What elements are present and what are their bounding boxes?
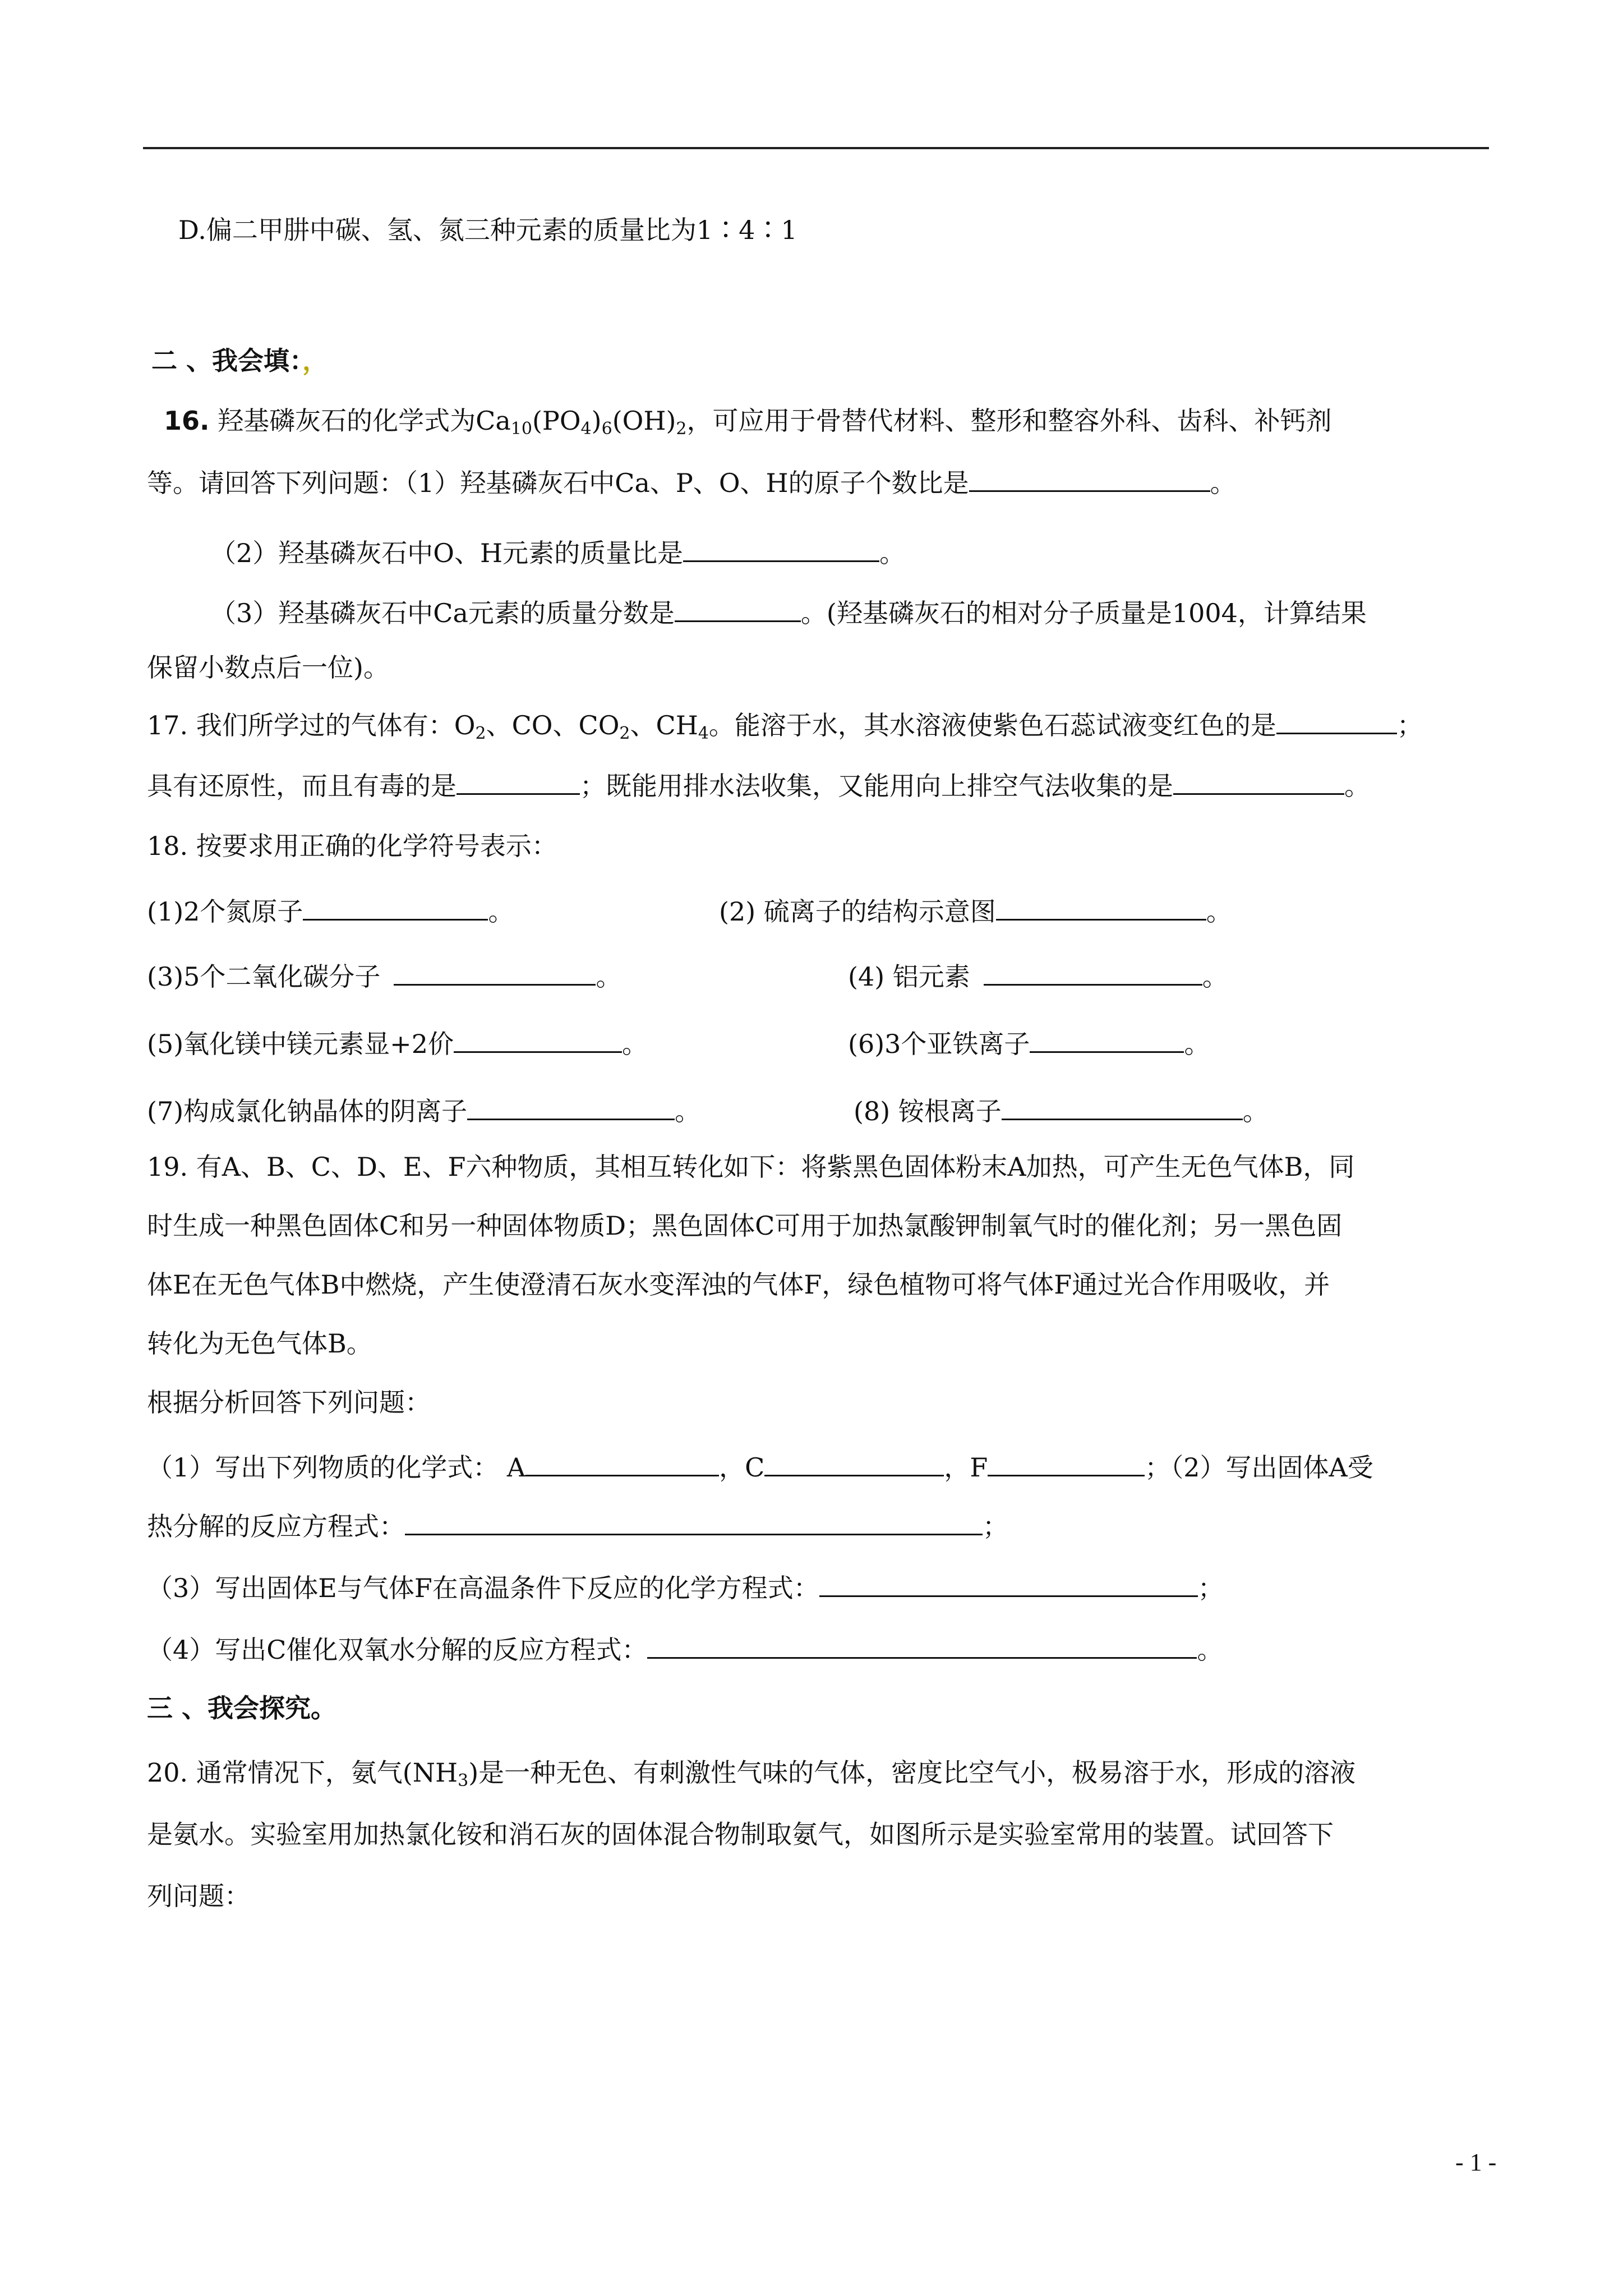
q19-line-4: 转化为无色气体B。 — [147, 1328, 372, 1359]
q20-line-1: 20. 通常情况下，氨气$(NH_3)$是一种无色、有刺激性气味的气体，密度比空气小，极易溶于水，形成的溶液 — [147, 1757, 1356, 1791]
q16-question-1: 等。请回答下列问题：（1）羟基磷灰石中Ca、P、O、H的原子个数比是 — [147, 468, 969, 498]
q16-part-3-cont: 保留小数点后一位)。 — [147, 652, 389, 683]
q19-equation-c-blank[interactable] — [647, 1632, 1197, 1659]
q18-item-2: (2) 硫离子的结构示意图 。 — [719, 894, 1232, 928]
q17-answer-2-blank[interactable] — [457, 769, 580, 795]
q18-item-7: (7)构成氯化钠晶体的阴离子 。 — [147, 1094, 700, 1128]
q20-line-3: 列问题： — [147, 1881, 250, 1911]
section-2-mark: ， — [302, 346, 329, 376]
q16-answer-3-blank[interactable] — [675, 596, 801, 622]
q18-item-1: (1)2个氮原子 。 — [147, 894, 514, 928]
header-rule — [143, 147, 1489, 149]
q18-answer-4-blank[interactable] — [984, 959, 1202, 986]
q20-line-2: 是氨水。实验室用加热氯化铵和消石灰的固体混合物制取氨气，如图所示是实验室常用的装置。试回答下 — [147, 1819, 1334, 1849]
q17-answer-3-blank[interactable] — [1173, 769, 1344, 795]
q18-answer-7-blank[interactable] — [467, 1094, 675, 1120]
q18-item-8: (8) 铵根离子 。 — [854, 1094, 1269, 1128]
q19-part-2: 热分解的反应方程式： ； — [147, 1509, 1008, 1543]
q16-part-2: （2）羟基磷灰石中O、H元素的质量比是 。 — [210, 536, 905, 570]
q19-line-3: 体E在无色气体B中燃烧，产生使澄清石灰水变浑浊的气体F，绿色植物可将气体F通过光合作用吸收，并 — [147, 1269, 1330, 1300]
q18-item-5: (5)氧化镁中镁元素显+2价 。 — [147, 1027, 648, 1061]
q16-intro-rest: ，可应用于骨替代材料、整形和整容外科、齿科、补钙剂 — [686, 406, 1332, 436]
page-number: - 1 - — [1455, 2148, 1497, 2176]
q16-intro: 羟基磷灰石的化学式为 — [218, 406, 476, 436]
q18-answer-6-blank[interactable] — [1030, 1027, 1184, 1053]
section-2-title — [151, 344, 328, 378]
q19-part-3: （3）写出固体E与气体F在高温条件下反应的化学方程式： ； — [147, 1571, 1224, 1605]
q19-part-4: （4）写出C催化双氧水分解的反应方程式： 。 — [147, 1632, 1223, 1667]
q18-answer-8-blank[interactable] — [1002, 1094, 1243, 1120]
q17-answer-1-blank[interactable] — [1276, 708, 1397, 734]
q19-answer-a-blank[interactable] — [525, 1450, 719, 1476]
q18-item-3: (3)5个二氧化碳分子 。 — [147, 959, 621, 993]
q17-line-2: 具有还原性，而且有毒的是 ；既能用排水法收集，又能用向上排空气法收集的是 。 — [147, 769, 1370, 803]
q18-answer-5-blank[interactable] — [454, 1027, 622, 1053]
q19-equation-ef-blank[interactable] — [819, 1571, 1198, 1597]
section-2-title-text: 二 、我会填： — [151, 346, 303, 376]
q19-equation-a-blank[interactable] — [405, 1509, 983, 1535]
q18-item-6: (6)3个亚铁离子 。 — [848, 1027, 1210, 1061]
q16-formula: $Ca_{10}(PO_4)_6(OH)_2$ — [476, 406, 687, 439]
q17-line-1: 17. 我们所学过的气体有：$O_2$、CO、$CO_2$、$CH_4$。能溶于水，其水溶液使紫色石蕊试液变红色的是 ； — [147, 708, 1423, 742]
q16-answer-2-blank[interactable] — [683, 536, 879, 562]
q18-answer-2-blank[interactable] — [996, 894, 1206, 921]
q18-title: 18. 按要求用正确的化学符号表示： — [147, 831, 557, 861]
q19-answer-c-blank[interactable] — [764, 1450, 944, 1476]
option-d: D.偏二甲肼中碳、氢、氮三种元素的质量比为1∶4∶1 — [178, 215, 797, 245]
q19-line-5: 根据分析回答下列问题： — [147, 1387, 431, 1418]
q16-answer-1-blank[interactable] — [969, 466, 1210, 492]
q19-line-2: 时生成一种黑色固体C和另一种固体物质D；黑色固体C可用于加热氯酸钾制氧气时的催化剂；另一黑色固 — [147, 1211, 1343, 1241]
q16-number: 16. — [164, 406, 210, 436]
q16-line-1 — [164, 404, 1332, 438]
q19-line-1: 19. 有A、B、C、D、E、F六种物质，其相互转化如下：将紫黑色固体粉末A加热，可产生无色气体B，同 — [147, 1152, 1355, 1182]
q16-part-3: （3）羟基磷灰石中Ca元素的质量分数是 。(羟基磷灰石的相对分子质量是1004，计算结果 — [210, 596, 1367, 630]
q19-part-1: （1）写出下列物质的化学式： A ，C ，F ；（2）写出固体A受 — [147, 1450, 1373, 1484]
section-3-title: 三 、我会探究。 — [147, 1693, 337, 1723]
q18-answer-3-blank[interactable] — [394, 959, 596, 986]
q18-item-4: (4) 铝元素 。 — [848, 959, 1228, 993]
q18-answer-1-blank[interactable] — [303, 894, 488, 921]
q19-answer-f-blank[interactable] — [988, 1450, 1145, 1476]
q16-line-2: 等。请回答下列问题：（1）羟基磷灰石中Ca、P、O、H的原子个数比是 。 — [147, 466, 1236, 500]
